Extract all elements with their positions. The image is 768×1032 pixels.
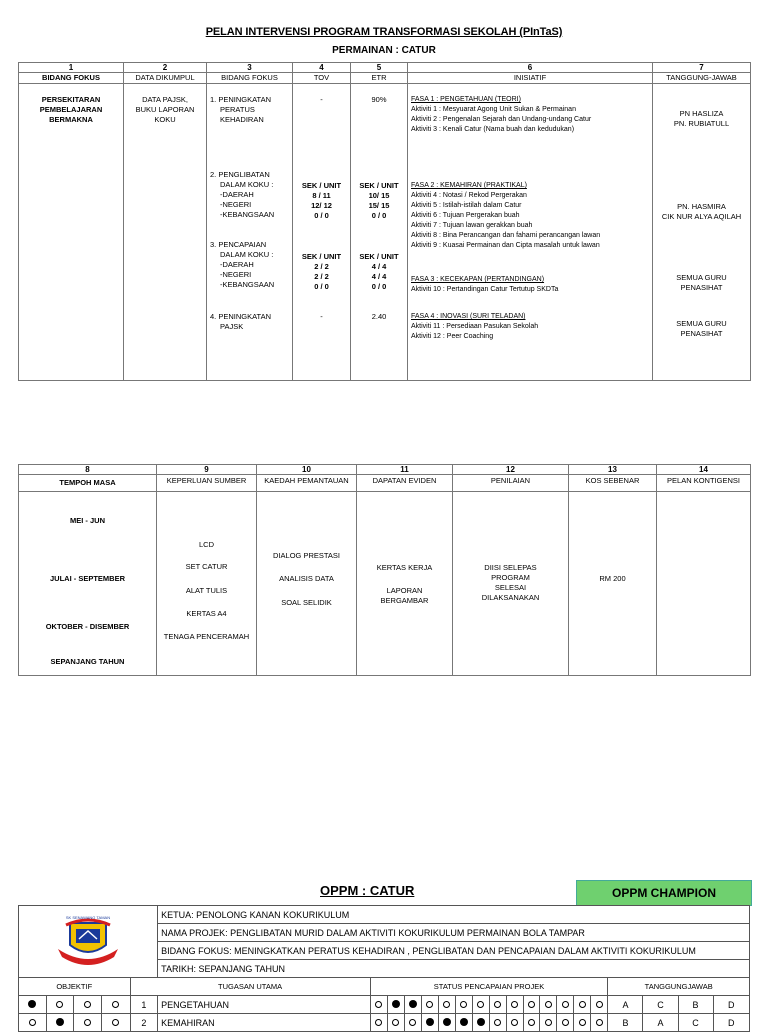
evidence: BERGAMBAR bbox=[380, 596, 429, 605]
status-marker bbox=[438, 1014, 455, 1032]
col-header: ETR bbox=[351, 73, 408, 84]
status-marker bbox=[387, 1014, 404, 1032]
text-line: 4. PENINGKATAN bbox=[210, 312, 271, 321]
column-number-row bbox=[19, 63, 751, 73]
inisiatif-cell bbox=[408, 84, 653, 381]
empty-circle-icon bbox=[112, 1001, 119, 1008]
etr-value: 0 / 0 bbox=[371, 211, 387, 220]
person-name: PENASIHAT bbox=[680, 329, 723, 338]
empty-circle-icon bbox=[460, 1001, 467, 1008]
document-subtitle: PERMAINAN : CATUR bbox=[332, 45, 436, 56]
text-line: PAJSK bbox=[220, 322, 244, 331]
col-number: 5 bbox=[351, 63, 408, 73]
etr-value: 4 / 4 bbox=[371, 272, 387, 281]
tov-value: 12/ 12 bbox=[311, 201, 332, 210]
tov-value: - bbox=[320, 95, 323, 104]
kaedah-pemantauan-cell bbox=[257, 492, 357, 676]
document-title: PELAN INTERVENSI PROGRAM TRANSFORMASI SEKOLAH (PInTaS) bbox=[205, 26, 563, 38]
filled-dot-icon bbox=[460, 1018, 468, 1026]
tov-value: - bbox=[320, 312, 323, 321]
responsibility-code: A bbox=[608, 996, 643, 1014]
text-line: 2. PENGLIBATAN bbox=[210, 170, 270, 179]
etr-value: 2.40 bbox=[371, 312, 387, 321]
col-number: 8 bbox=[19, 465, 157, 475]
content-row bbox=[19, 492, 751, 676]
empty-circle-icon bbox=[494, 1001, 501, 1008]
status-marker bbox=[540, 1014, 557, 1032]
evidence: LAPORAN bbox=[386, 586, 423, 595]
empty-circle-icon bbox=[392, 1019, 399, 1026]
method: DIALOG PRESTASI bbox=[273, 551, 340, 560]
person-name: PN HASLIZA bbox=[679, 109, 724, 118]
objective-marker bbox=[46, 996, 74, 1014]
objective-marker bbox=[19, 996, 47, 1014]
col-header: BIDANG FOKUS bbox=[207, 73, 293, 84]
objective-marker bbox=[101, 996, 130, 1014]
empty-circle-icon bbox=[443, 1001, 450, 1008]
activity-item: Aktiviti 8 : Bina Perancangan dan fahami perancangan lawan bbox=[411, 232, 601, 239]
period: JULAI - SEPTEMBER bbox=[49, 574, 125, 583]
text-line: BUKU LAPORAN bbox=[135, 105, 195, 114]
oppm-task-row bbox=[19, 996, 750, 1014]
empty-circle-icon bbox=[56, 1001, 63, 1008]
person-name: PN. RUBIATULL bbox=[673, 119, 730, 128]
resource: ALAT TULIS bbox=[185, 586, 228, 595]
status-marker bbox=[506, 1014, 523, 1032]
col-header: TOV bbox=[293, 73, 351, 84]
pelan-kontigensi-cell bbox=[657, 492, 751, 676]
school-logo-cell bbox=[19, 906, 158, 978]
text-line: PERATUS bbox=[220, 105, 255, 114]
text-line: -DAERAH bbox=[220, 190, 254, 199]
text-line: DALAM KOKU : bbox=[220, 250, 274, 259]
empty-circle-icon bbox=[562, 1001, 569, 1008]
task-number: 1 bbox=[130, 996, 158, 1014]
col-number: 7 bbox=[653, 63, 751, 73]
task-number: 2 bbox=[130, 1014, 158, 1032]
responsibility-code: C bbox=[678, 1014, 713, 1032]
phase-heading: FASA 4 : INOVASI (SURI TELADAN) bbox=[411, 313, 526, 320]
responsibility-code: C bbox=[643, 996, 678, 1014]
objective-marker bbox=[19, 1014, 47, 1032]
column-number-row bbox=[19, 465, 751, 475]
evidence: KERTAS KERJA bbox=[376, 563, 433, 572]
activity-item: Aktiviti 11 : Persediaan Pasukan Sekolah bbox=[411, 323, 539, 330]
person-name: PENASIHAT bbox=[680, 283, 723, 292]
empty-circle-icon bbox=[562, 1019, 569, 1026]
status-marker bbox=[574, 1014, 591, 1032]
person-name: PN. HASMIRA bbox=[677, 202, 726, 211]
oppm-fokus: BIDANG FOKUS: MENINGKATKAN PERATUS KEHADIRAN , PENGLIBATAN DAN PENCAPAIAN DALAM AKTIVITI KOKURIKULUM bbox=[158, 942, 750, 960]
empty-circle-icon bbox=[29, 1019, 36, 1026]
status-marker bbox=[421, 1014, 438, 1032]
oppm-ketua: KETUA: PENOLONG KANAN KOKURIKULUM bbox=[158, 906, 750, 924]
school-crest-icon bbox=[52, 911, 124, 971]
text-line: DATA PAJSK, bbox=[142, 95, 188, 104]
status-marker bbox=[523, 996, 540, 1014]
empty-circle-icon bbox=[579, 1001, 586, 1008]
col-number: 2 bbox=[124, 63, 207, 73]
cost: RM 200 bbox=[599, 574, 626, 583]
method: SOAL SELIDIK bbox=[281, 598, 332, 607]
col-number: 12 bbox=[453, 465, 569, 475]
filled-dot-icon bbox=[409, 1000, 417, 1008]
header-tanggungjawab: TANGGUNGJAWAB bbox=[608, 978, 750, 996]
text-line: KOKU bbox=[154, 115, 176, 124]
responsibility-code: B bbox=[608, 1014, 643, 1032]
objective-marker bbox=[101, 1014, 130, 1032]
resource: KERTAS A4 bbox=[186, 609, 227, 618]
filled-dot-icon bbox=[443, 1018, 451, 1026]
empty-circle-icon bbox=[596, 1001, 603, 1008]
kos-sebenar-cell bbox=[569, 492, 657, 676]
keperluan-sumber-cell bbox=[157, 492, 257, 676]
tempoh-masa-cell bbox=[19, 492, 157, 676]
empty-circle-icon bbox=[409, 1019, 416, 1026]
empty-circle-icon bbox=[84, 1019, 91, 1026]
empty-circle-icon bbox=[596, 1019, 603, 1026]
empty-circle-icon bbox=[545, 1019, 552, 1026]
header-objektif: OBJEKTIF bbox=[19, 978, 131, 996]
tov-value: SEK / UNIT bbox=[301, 252, 342, 261]
status-marker bbox=[489, 996, 506, 1014]
col-number: 10 bbox=[257, 465, 357, 475]
etr-value: 0 / 0 bbox=[371, 282, 387, 291]
filled-dot-icon bbox=[28, 1000, 36, 1008]
text-line: 1. PENINGKATAN bbox=[210, 95, 271, 104]
col-header: DATA DIKUMPUL bbox=[124, 73, 207, 84]
period: MEI - JUN bbox=[69, 516, 105, 525]
col-number: 1 bbox=[19, 63, 124, 73]
period: OKTOBER - DISEMBER bbox=[45, 622, 130, 631]
activity-item: Aktiviti 3 : Kenali Catur (Nama buah dan kedudukan) bbox=[411, 126, 575, 133]
status-marker bbox=[591, 996, 608, 1014]
empty-circle-icon bbox=[375, 1019, 382, 1026]
text-line: -DAERAH bbox=[220, 260, 254, 269]
tov-value: 8 / 11 bbox=[312, 191, 331, 200]
empty-circle-icon bbox=[528, 1001, 535, 1008]
filled-dot-icon bbox=[477, 1018, 485, 1026]
resource: SET CATUR bbox=[185, 562, 228, 571]
bidang-fokus-list-cell bbox=[207, 84, 293, 381]
empty-circle-icon bbox=[494, 1019, 501, 1026]
intervention-table-2 bbox=[18, 464, 751, 676]
status-marker bbox=[455, 1014, 472, 1032]
activity-item: Aktiviti 7 : Tujuan lawan gerakkan buah bbox=[411, 222, 533, 229]
col-header: PELAN KONTIGENSI bbox=[657, 475, 751, 492]
responsibility-code: D bbox=[713, 1014, 749, 1032]
oppm-tarikh: TARIKH: SEPANJANG TAHUN bbox=[158, 960, 750, 978]
etr-value: 10/ 15 bbox=[368, 191, 390, 200]
etr-value: 90% bbox=[371, 95, 387, 104]
tov-value: 0 / 0 bbox=[314, 211, 329, 220]
status-marker bbox=[557, 996, 574, 1014]
activity-item: Aktiviti 9 : Kuasai Permainan dan Cipta masalah untuk lawan bbox=[411, 242, 600, 249]
activity-item: Aktiviti 6 : Tujuan Pergerakan buah bbox=[411, 212, 520, 219]
col-number: 4 bbox=[293, 63, 351, 73]
etr-value: 15/ 15 bbox=[368, 201, 390, 210]
tanggungjawab-cell bbox=[653, 84, 751, 381]
oppm-champion-badge: OPPM CHAMPION bbox=[576, 880, 752, 906]
empty-circle-icon bbox=[84, 1001, 91, 1008]
empty-circle-icon bbox=[112, 1019, 119, 1026]
col-header: INISIATIF bbox=[408, 73, 653, 84]
tov-value: 0 / 0 bbox=[314, 282, 329, 291]
text-line: DIISI SELEPAS bbox=[484, 563, 537, 572]
col-number: 9 bbox=[157, 465, 257, 475]
status-marker bbox=[591, 1014, 608, 1032]
status-marker bbox=[540, 996, 557, 1014]
status-marker bbox=[404, 996, 421, 1014]
bidang-fokus-cell bbox=[19, 84, 124, 381]
status-marker bbox=[455, 996, 472, 1014]
status-marker bbox=[523, 1014, 540, 1032]
content-row bbox=[19, 84, 751, 381]
status-marker bbox=[438, 996, 455, 1014]
col-header: BIDANG FOKUS bbox=[19, 73, 124, 84]
col-number: 3 bbox=[207, 63, 293, 73]
oppm-task-row bbox=[19, 1014, 750, 1032]
col-header: TANGGUNG-JAWAB bbox=[653, 73, 751, 84]
activity-item: Aktiviti 10 : Pertandingan Catur Tertutup SKDTa bbox=[411, 286, 559, 293]
person-name: SEMUA GURU bbox=[676, 319, 727, 328]
filled-dot-icon bbox=[56, 1018, 64, 1026]
phase-heading: FASA 2 : KEMAHIRAN (PRAKTIKAL) bbox=[411, 182, 527, 189]
empty-circle-icon bbox=[375, 1001, 382, 1008]
col-header: TEMPOH MASA bbox=[19, 475, 157, 492]
status-marker bbox=[421, 996, 438, 1014]
filled-dot-icon bbox=[426, 1018, 434, 1026]
task-name: KEMAHIRAN bbox=[158, 1014, 370, 1032]
phase-heading: FASA 3 : KECEKAPAN (PERTANDINGAN) bbox=[411, 276, 545, 283]
status-marker bbox=[472, 996, 489, 1014]
period: SEPANJANG TAHUN bbox=[50, 657, 125, 666]
filled-dot-icon bbox=[392, 1000, 400, 1008]
tov-cell bbox=[293, 84, 351, 381]
dapatan-eviden-cell bbox=[357, 492, 453, 676]
objective-marker bbox=[46, 1014, 74, 1032]
responsibility-code: B bbox=[678, 996, 713, 1014]
header-tugasan: TUGASAN UTAMA bbox=[130, 978, 370, 996]
activity-item: Aktiviti 12 : Peer Coaching bbox=[411, 333, 494, 340]
oppm-title: OPPM : CATUR bbox=[320, 883, 415, 898]
activity-item: Aktiviti 5 : Istilah-istilah dalam Catur bbox=[411, 202, 522, 209]
col-header: KEPERLUAN SUMBER bbox=[157, 475, 257, 492]
tov-value: SEK / UNIT bbox=[301, 181, 342, 190]
empty-circle-icon bbox=[477, 1001, 484, 1008]
status-marker bbox=[370, 1014, 387, 1032]
text-line: -KEBANGSAAN bbox=[220, 210, 275, 219]
etr-value: SEK / UNIT bbox=[359, 252, 399, 261]
method: ANALISIS DATA bbox=[279, 574, 334, 583]
etr-value: 4 / 4 bbox=[371, 262, 387, 271]
logo-lettering: SK SENAWANG TAMAN bbox=[65, 914, 111, 920]
etr-value: SEK / UNIT bbox=[359, 181, 399, 190]
status-marker bbox=[370, 996, 387, 1014]
text-line: 3. PENCAPAIAN bbox=[210, 240, 267, 249]
col-number: 11 bbox=[357, 465, 453, 475]
empty-circle-icon bbox=[426, 1001, 433, 1008]
person-name: SEMUA GURU bbox=[676, 273, 727, 282]
oppm-table bbox=[18, 905, 750, 1032]
text-line: PEMBELAJARAN bbox=[39, 105, 103, 114]
col-number: 14 bbox=[657, 465, 751, 475]
col-header: DAPATAN EVIDEN bbox=[357, 475, 453, 492]
activity-item: Aktiviti 1 : Mesyuarat Agong Unit Sukan & Permainan bbox=[411, 106, 576, 113]
activity-item: Aktiviti 2 : Pengenalan Sejarah dan Undang-undang Catur bbox=[411, 116, 592, 123]
empty-circle-icon bbox=[511, 1019, 518, 1026]
empty-circle-icon bbox=[545, 1001, 552, 1008]
status-marker bbox=[489, 1014, 506, 1032]
person-name: CIK NUR ALYA AQILAH bbox=[661, 212, 742, 221]
text-line: PROGRAM bbox=[491, 573, 530, 582]
penilaian-cell bbox=[453, 492, 569, 676]
text-line: -KEBANGSAAN bbox=[220, 280, 275, 289]
status-marker bbox=[557, 1014, 574, 1032]
column-header-row bbox=[19, 73, 751, 84]
status-marker bbox=[506, 996, 523, 1014]
empty-circle-icon bbox=[511, 1001, 518, 1008]
col-number: 13 bbox=[569, 465, 657, 475]
col-header: KOS SEBENAR bbox=[569, 475, 657, 492]
activity-item: Aktiviti 4 : Notasi / Rekod Pergerakan bbox=[411, 192, 527, 199]
column-header-row bbox=[19, 475, 751, 492]
text-line: -NEGERI bbox=[220, 200, 252, 209]
text-line: PERSEKITARAN bbox=[41, 95, 101, 104]
resource: TENAGA PENCERAMAH bbox=[163, 632, 250, 641]
responsibility-code: D bbox=[713, 996, 749, 1014]
intervention-table-1 bbox=[18, 62, 751, 381]
oppm-projek: NAMA PROJEK: PENGLIBATAN MURID DALAM AKTIVITI KOKURIKULUM PERMAINAN BOLA TAMPAR bbox=[158, 924, 750, 942]
data-dikumpul-cell bbox=[124, 84, 207, 381]
text-line: DILAKSANAKAN bbox=[481, 593, 540, 602]
phase-heading: FASA 1 : PENGETAHUAN (TEORI) bbox=[411, 96, 521, 103]
objective-marker bbox=[74, 996, 102, 1014]
status-marker bbox=[574, 996, 591, 1014]
status-marker bbox=[404, 1014, 421, 1032]
col-header: KAEDAH PEMANTAUAN bbox=[257, 475, 357, 492]
task-name: PENGETAHUAN bbox=[158, 996, 370, 1014]
text-line: DALAM KOKU : bbox=[220, 180, 274, 189]
etr-cell bbox=[351, 84, 408, 381]
tov-value: 2 / 2 bbox=[314, 272, 329, 281]
empty-circle-icon bbox=[579, 1019, 586, 1026]
text-line: BERMAKNA bbox=[49, 115, 93, 124]
text-line: -NEGERI bbox=[220, 270, 252, 279]
text-line: SELESAI bbox=[494, 583, 527, 592]
header-status: STATUS PENCAPAIAN PROJEK bbox=[370, 978, 608, 996]
status-marker bbox=[472, 1014, 489, 1032]
tov-value: 2 / 2 bbox=[314, 262, 329, 271]
objective-marker bbox=[74, 1014, 102, 1032]
text-line: KEHADIRAN bbox=[220, 115, 264, 124]
col-header: PENILAIAN bbox=[453, 475, 569, 492]
empty-circle-icon bbox=[528, 1019, 535, 1026]
col-number: 6 bbox=[408, 63, 653, 73]
responsibility-code: A bbox=[643, 1014, 678, 1032]
resource: LCD bbox=[198, 540, 214, 549]
status-marker bbox=[387, 996, 404, 1014]
